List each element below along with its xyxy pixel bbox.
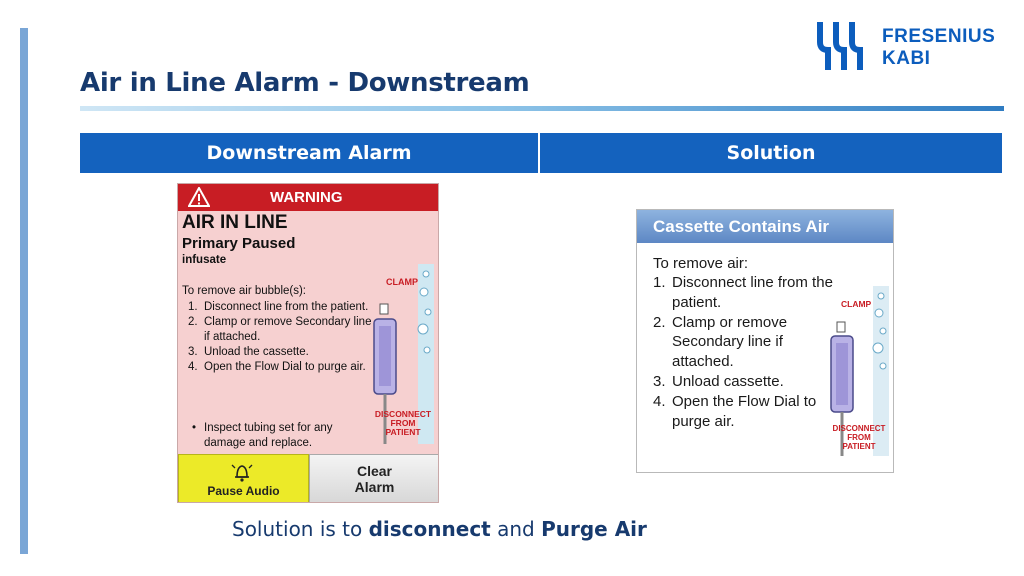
fresenius-logo-icon: [814, 20, 874, 72]
logo-text: [882, 26, 995, 70]
page-title: Air in Line Alarm - Downstream: [80, 68, 530, 98]
table-header-row: [80, 133, 1002, 173]
solution-steps-list: [653, 273, 833, 431]
left-accent-bar: [20, 28, 28, 554]
clear-alarm-label-1: Clear: [356, 463, 393, 479]
pause-audio-button[interactable]: [178, 454, 309, 503]
solution-intro: To remove air:: [653, 255, 749, 272]
alarm-step: 2. Clamp or remove Secondary line if attached.: [188, 316, 372, 343]
bell-icon: [229, 461, 255, 483]
figure-clamp-label: CLAMP: [386, 277, 418, 287]
alarm-screen-image: [177, 183, 439, 503]
figure-disconnect-label: DISCONNECT FROM PATIENT: [374, 409, 432, 437]
solution-step: 1. Disconnect line from the patient.: [653, 274, 833, 311]
logo-line2: KABI: [882, 48, 931, 69]
alarm-subtitle: Primary Paused: [182, 235, 296, 252]
column-header-downstream-alarm: Downstream Alarm: [80, 133, 540, 173]
pause-audio-label: Pause Audio: [207, 484, 280, 498]
solution-card-header: Cassette Contains Air: [637, 210, 894, 243]
card-figure-disconnect-label: DISCONNECT FROM PATIENT: [832, 424, 886, 451]
solution-caption: Solution is to disconnect and Purge Air: [232, 517, 647, 541]
solution-card-image: [636, 209, 894, 473]
alarm-bullet-note: • Inspect tubing set for any damage and replace.: [192, 422, 333, 449]
solution-step: 3. Unload cassette.: [653, 372, 784, 390]
clear-alarm-button[interactable]: [309, 454, 439, 503]
warning-triangle-icon: [188, 187, 210, 207]
solution-step: 4. Open the Flow Dial to purge air.: [653, 392, 817, 430]
column-header-solution: Solution: [540, 133, 1002, 173]
alarm-instructions-intro: To remove air bubble(s):: [182, 285, 306, 297]
alarm-step: 3. Unload the cassette.: [188, 346, 309, 358]
card-figure-clamp-label: CLAMP: [841, 299, 872, 309]
solution-step: 2. Clamp or remove Secondary line if attached.: [653, 313, 788, 371]
alarm-title: AIR IN LINE: [182, 212, 288, 233]
warning-bar: [178, 184, 439, 211]
alarm-step: 1. Disconnect line from the patient.: [188, 301, 369, 313]
alarm-subtitle-2: infusate: [182, 254, 227, 266]
title-divider: [80, 106, 1004, 111]
warning-label: WARNING: [270, 189, 343, 206]
alarm-steps-list: [188, 300, 378, 375]
logo-line1: FRESENIUS: [882, 26, 996, 47]
alarm-step: 4. Open the Flow Dial to purge air.: [188, 361, 366, 373]
clear-alarm-label-2: Alarm: [354, 479, 395, 495]
fresenius-logo: [814, 20, 1004, 72]
